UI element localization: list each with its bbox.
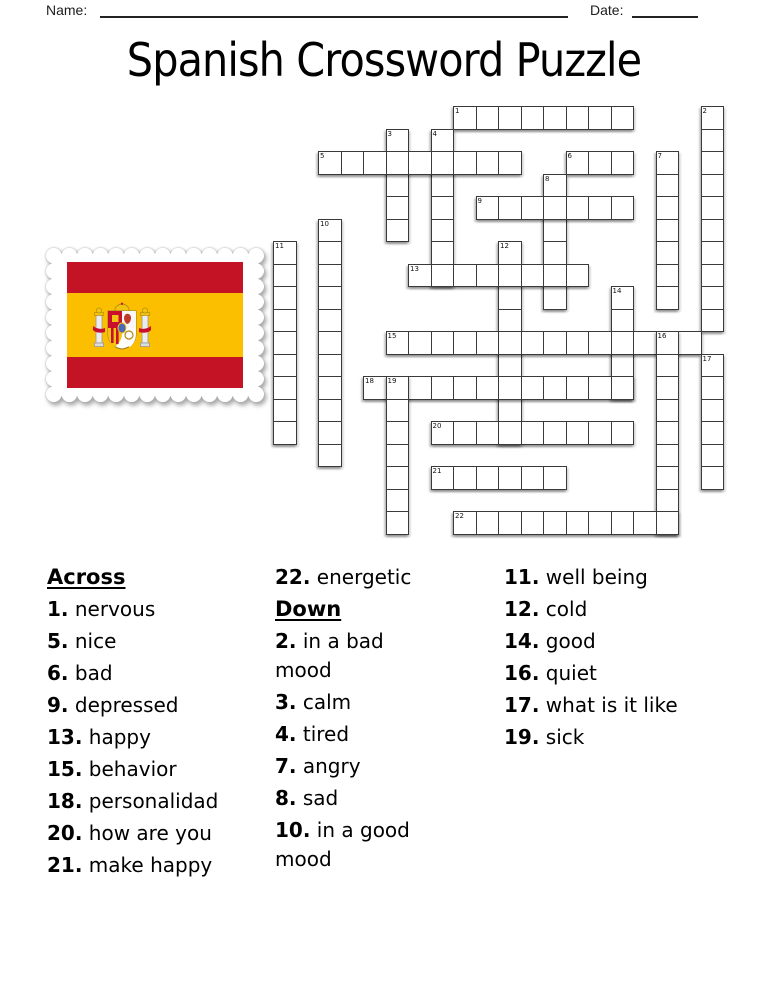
cell-number: 12 xyxy=(500,242,509,250)
grid-cell[interactable] xyxy=(611,511,635,535)
grid-cell[interactable] xyxy=(633,511,657,535)
grid-cell[interactable] xyxy=(521,264,545,288)
grid-cell[interactable] xyxy=(611,106,635,130)
grid-cell[interactable] xyxy=(498,511,522,535)
grid-cell[interactable] xyxy=(656,174,680,198)
grid-cell[interactable] xyxy=(318,444,342,468)
grid-cell[interactable] xyxy=(701,444,725,468)
grid-cell[interactable] xyxy=(701,264,725,288)
grid-cell[interactable] xyxy=(701,466,725,490)
grid-cell[interactable] xyxy=(498,151,522,175)
word-10-down xyxy=(318,219,342,468)
grid-cell[interactable] xyxy=(498,106,522,130)
clue-14 xyxy=(504,627,688,656)
grid-cell[interactable] xyxy=(476,421,500,445)
grid-cell[interactable] xyxy=(273,399,297,423)
clue-number: 21. xyxy=(47,853,83,877)
clue-number: 2. xyxy=(275,629,297,653)
grid-cell[interactable] xyxy=(656,219,680,243)
clue-11 xyxy=(504,563,688,592)
grid-cell[interactable] xyxy=(611,376,635,400)
grid-cell[interactable] xyxy=(476,106,500,130)
grid-cell[interactable] xyxy=(273,421,297,445)
grid-cell[interactable] xyxy=(543,196,567,220)
word-8-down xyxy=(543,174,567,310)
word-6-across xyxy=(566,151,635,175)
clue-number: 12. xyxy=(504,597,540,621)
clue-number: 14. xyxy=(504,629,540,653)
grid-cell[interactable] xyxy=(453,331,477,355)
grid-cell[interactable] xyxy=(341,151,365,175)
clue-number: 18. xyxy=(47,789,83,813)
clue-number: 7. xyxy=(275,754,297,778)
clue-number: 16. xyxy=(504,661,540,685)
grid-cell[interactable] xyxy=(386,511,410,535)
cell-number: 20 xyxy=(432,422,442,430)
grid-cell[interactable] xyxy=(273,331,297,355)
grid-cell[interactable] xyxy=(701,376,725,400)
date-blank-line[interactable] xyxy=(632,1,698,18)
grid-cell[interactable] xyxy=(431,376,455,400)
grid-cell[interactable] xyxy=(431,151,455,175)
clue-text: in a good mood xyxy=(275,818,410,871)
clue-text: in a bad mood xyxy=(275,629,384,682)
grid-cell[interactable] xyxy=(521,331,545,355)
grid-cell[interactable] xyxy=(656,241,680,265)
grid-cell[interactable] xyxy=(318,241,342,265)
grid-cell[interactable] xyxy=(318,421,342,445)
grid-cell[interactable] xyxy=(453,466,477,490)
cell-number: 1 xyxy=(455,107,460,115)
grid-cell[interactable] xyxy=(588,196,612,220)
word-1-across xyxy=(453,106,634,130)
grid-cell[interactable] xyxy=(588,511,612,535)
grid-cell[interactable] xyxy=(656,399,680,423)
grid-cell[interactable] xyxy=(273,309,297,333)
grid-cell[interactable] xyxy=(476,151,500,175)
grid-cell[interactable] xyxy=(611,331,635,355)
grid-cell[interactable] xyxy=(656,444,680,468)
grid-cell[interactable] xyxy=(543,376,567,400)
grid-cell[interactable] xyxy=(543,286,567,310)
grid-cell[interactable] xyxy=(656,264,680,288)
grid-cell[interactable] xyxy=(453,376,477,400)
clue-10 xyxy=(275,816,445,874)
grid-cell[interactable] xyxy=(588,331,612,355)
grid-cell[interactable] xyxy=(386,219,410,243)
clue-number: 1. xyxy=(47,597,69,621)
grid-cell[interactable] xyxy=(498,309,522,333)
grid-cell[interactable] xyxy=(498,264,522,288)
grid-cell[interactable] xyxy=(476,331,500,355)
cell-number: 3 xyxy=(387,129,392,138)
grid-cell[interactable] xyxy=(656,466,680,490)
grid-cell[interactable] xyxy=(521,196,545,220)
grid-cell[interactable] xyxy=(656,376,680,400)
clue-number: 15. xyxy=(47,757,83,781)
grid-cell[interactable] xyxy=(498,354,522,378)
clue-text: how are you xyxy=(82,821,212,845)
grid-cell[interactable] xyxy=(318,354,342,378)
grid-cell[interactable] xyxy=(273,286,297,310)
clue-text: calm xyxy=(296,690,352,714)
cell-number: 18 xyxy=(365,377,374,385)
clue-number: 3. xyxy=(275,690,297,714)
grid-cell[interactable] xyxy=(543,241,567,265)
grid-cell[interactable] xyxy=(701,129,725,153)
grid-cell[interactable] xyxy=(498,331,522,355)
clue-column-3 xyxy=(504,563,688,755)
grid-cell[interactable] xyxy=(611,196,635,220)
grid-cell[interactable] xyxy=(408,151,432,175)
cell-number: 5 xyxy=(320,152,325,160)
clue-22 xyxy=(275,563,445,592)
clue-text: depressed xyxy=(68,693,179,717)
across-header: Across xyxy=(47,565,126,589)
clue-20 xyxy=(47,819,272,848)
clue-21 xyxy=(47,851,272,880)
clue-text: what is it like xyxy=(539,693,678,717)
clue-text: bad xyxy=(68,661,113,685)
cell-number: 15 xyxy=(387,332,397,340)
clue-text: energetic xyxy=(310,565,412,589)
grid-cell[interactable] xyxy=(543,331,567,355)
grid-cell[interactable] xyxy=(431,174,455,198)
page-title: Spanish Crossword Puzzle xyxy=(126,33,642,87)
clue-text: quiet xyxy=(539,661,597,685)
grid-cell[interactable] xyxy=(431,331,455,355)
grid-cell[interactable] xyxy=(566,376,590,400)
grid-cell[interactable] xyxy=(498,376,522,400)
clue-text: sick xyxy=(539,725,585,749)
grid-cell[interactable] xyxy=(318,286,342,310)
grid-cell[interactable] xyxy=(656,421,680,445)
word-7-down xyxy=(656,151,680,310)
grid-cell[interactable] xyxy=(611,421,635,445)
grid-cell[interactable] xyxy=(588,151,612,175)
clue-text: happy xyxy=(82,725,151,749)
clue-text: good xyxy=(539,629,596,653)
grid-cell[interactable] xyxy=(273,264,297,288)
cell-number: 13 xyxy=(410,264,419,273)
word-22-across xyxy=(453,511,679,535)
down-header: Down xyxy=(275,597,342,621)
grid-cell[interactable] xyxy=(386,444,410,468)
grid-cell[interactable] xyxy=(386,489,410,513)
cell-number: 16 xyxy=(657,332,667,340)
cell-number: 11 xyxy=(275,242,284,250)
clue-text: cold xyxy=(539,597,588,621)
grid-cell[interactable] xyxy=(453,421,477,445)
clue-text: sad xyxy=(296,786,339,810)
grid-cell[interactable] xyxy=(431,196,455,220)
grid-cell[interactable] xyxy=(633,331,657,355)
grid-cell[interactable] xyxy=(701,151,725,175)
grid-cell[interactable] xyxy=(498,196,522,220)
clue-text: personalidad xyxy=(82,789,219,813)
cell-number: 6 xyxy=(567,152,572,160)
grid-cell[interactable] xyxy=(476,466,500,490)
grid-cell[interactable] xyxy=(701,174,725,198)
clue-number: 13. xyxy=(47,725,83,749)
clue-number: 6. xyxy=(47,661,69,685)
clue-column-1 xyxy=(47,563,272,883)
grid-cell[interactable] xyxy=(521,106,545,130)
clue-number: 4. xyxy=(275,722,297,746)
clue-15 xyxy=(47,755,272,784)
grid-cell[interactable] xyxy=(521,511,545,535)
clue-6 xyxy=(47,659,272,688)
grid-cell[interactable] xyxy=(678,331,702,355)
cell-number: 22 xyxy=(455,512,464,520)
grid-cell[interactable] xyxy=(498,286,522,310)
grid-cell[interactable] xyxy=(543,466,567,490)
grid-cell[interactable] xyxy=(318,264,342,288)
grid-cell[interactable] xyxy=(701,421,725,445)
clue-5 xyxy=(47,627,272,656)
clue-text: make happy xyxy=(82,853,213,877)
cell-number: 9 xyxy=(477,197,482,205)
date-label: Date: xyxy=(590,2,624,18)
grid-cell[interactable] xyxy=(611,151,635,175)
grid-cell[interactable] xyxy=(386,174,410,198)
clue-text: well being xyxy=(539,565,648,589)
cell-number: 2 xyxy=(702,107,707,115)
name-label: Name: xyxy=(46,2,88,18)
grid-cell[interactable] xyxy=(363,151,387,175)
grid-cell[interactable] xyxy=(588,106,612,130)
grid-cell[interactable] xyxy=(318,331,342,355)
grid-cell[interactable] xyxy=(701,241,725,265)
word-5-across xyxy=(318,151,522,175)
clue-text: nice xyxy=(68,629,117,653)
clue-text: angry xyxy=(296,754,361,778)
grid-cell[interactable] xyxy=(543,511,567,535)
grid-cell[interactable] xyxy=(453,151,477,175)
grid-cell[interactable] xyxy=(543,264,567,288)
cell-number: 14 xyxy=(612,287,622,295)
crossword-grid xyxy=(273,106,725,536)
spain-flag xyxy=(67,262,243,388)
grid-cell[interactable] xyxy=(318,309,342,333)
grid-cell[interactable] xyxy=(521,376,545,400)
grid-cell[interactable] xyxy=(386,421,410,445)
grid-cell[interactable] xyxy=(386,151,410,175)
clue-text: nervous xyxy=(68,597,156,621)
grid-cell[interactable] xyxy=(476,376,500,400)
word-21-across xyxy=(431,466,567,490)
grid-cell[interactable] xyxy=(408,331,432,355)
grid-cell[interactable] xyxy=(656,354,680,378)
grid-cell[interactable] xyxy=(588,376,612,400)
grid-cell[interactable] xyxy=(453,264,477,288)
grid-cell[interactable] xyxy=(701,309,725,333)
clue-12 xyxy=(504,595,688,624)
word-17-down xyxy=(701,354,725,490)
grid-cell[interactable] xyxy=(566,106,590,130)
spain-coat-of-arms-icon xyxy=(93,302,151,354)
clue-3 xyxy=(275,688,445,717)
grid-cell[interactable] xyxy=(588,421,612,445)
clue-text: tired xyxy=(296,722,350,746)
grid-cell[interactable] xyxy=(701,399,725,423)
grid-cell[interactable] xyxy=(656,511,680,535)
grid-cell[interactable] xyxy=(273,376,297,400)
clue-18 xyxy=(47,787,272,816)
cell-number: 10 xyxy=(320,219,329,228)
grid-cell[interactable] xyxy=(566,511,590,535)
clue-number: 8. xyxy=(275,786,297,810)
grid-cell[interactable] xyxy=(701,219,725,243)
grid-cell[interactable] xyxy=(431,241,455,265)
clue-number: 11. xyxy=(504,565,540,589)
clue-text: behavior xyxy=(82,757,177,781)
word-3-down xyxy=(386,129,410,243)
grid-cell[interactable] xyxy=(656,196,680,220)
grid-cell[interactable] xyxy=(386,466,410,490)
grid-cell[interactable] xyxy=(476,511,500,535)
word-20-across xyxy=(431,421,635,445)
clue-number: 19. xyxy=(504,725,540,749)
cell-number: 21 xyxy=(432,467,442,475)
grid-cell[interactable] xyxy=(611,309,635,333)
word-2-down xyxy=(701,106,725,332)
cell-number: 19 xyxy=(387,377,397,385)
clue-number: 20. xyxy=(47,821,83,845)
grid-cell[interactable] xyxy=(566,421,590,445)
cell-number: 4 xyxy=(432,129,437,138)
grid-cell[interactable] xyxy=(273,354,297,378)
clue-8 xyxy=(275,784,445,813)
grid-cell[interactable] xyxy=(431,264,455,288)
grid-cell[interactable] xyxy=(386,196,410,220)
grid-cell[interactable] xyxy=(498,466,522,490)
grid-cell[interactable] xyxy=(656,286,680,310)
cell-number: 17 xyxy=(702,354,712,363)
grid-cell[interactable] xyxy=(701,196,725,220)
grid-cell[interactable] xyxy=(318,399,342,423)
grid-cell[interactable] xyxy=(543,421,567,445)
clue-16 xyxy=(504,659,688,688)
grid-cell[interactable] xyxy=(386,399,410,423)
clue-13 xyxy=(47,723,272,752)
word-9-across xyxy=(476,196,635,220)
cell-number: 8 xyxy=(545,174,550,183)
grid-cell[interactable] xyxy=(476,264,500,288)
grid-cell[interactable] xyxy=(408,376,432,400)
clue-4 xyxy=(275,720,445,749)
clue-number: 17. xyxy=(504,693,540,717)
grid-cell[interactable] xyxy=(611,354,635,378)
grid-cell[interactable] xyxy=(566,264,590,288)
word-13-across xyxy=(408,264,589,288)
clue-number: 5. xyxy=(47,629,69,653)
name-blank-line[interactable] xyxy=(100,1,568,18)
grid-cell[interactable] xyxy=(521,421,545,445)
clue-number: 9. xyxy=(47,693,69,717)
clue-7 xyxy=(275,752,445,781)
clue-number: 10. xyxy=(275,818,311,842)
grid-cell[interactable] xyxy=(521,466,545,490)
grid-cell[interactable] xyxy=(498,421,522,445)
word-11-down xyxy=(273,241,297,445)
word-19-down xyxy=(386,376,410,535)
word-16-down xyxy=(656,331,680,535)
grid-cell[interactable] xyxy=(701,286,725,310)
clue-17 xyxy=(504,691,688,720)
grid-cell[interactable] xyxy=(318,376,342,400)
clue-number: 22. xyxy=(275,565,311,589)
cell-number: 7 xyxy=(657,152,662,160)
spain-flag-stamp xyxy=(46,248,264,402)
word-15-across xyxy=(386,331,702,355)
clue-9 xyxy=(47,691,272,720)
grid-cell[interactable] xyxy=(543,106,567,130)
grid-cell[interactable] xyxy=(498,399,522,423)
clue-1 xyxy=(47,595,272,624)
flag-stripe-red-top xyxy=(67,262,243,293)
grid-cell[interactable] xyxy=(566,196,590,220)
grid-cell[interactable] xyxy=(656,489,680,513)
clue-19 xyxy=(504,723,688,752)
clue-column-2 xyxy=(275,563,445,877)
grid-cell[interactable] xyxy=(431,219,455,243)
clue-2 xyxy=(275,627,445,685)
flag-stripe-red-bottom xyxy=(67,357,243,388)
grid-cell[interactable] xyxy=(543,219,567,243)
grid-cell[interactable] xyxy=(566,331,590,355)
